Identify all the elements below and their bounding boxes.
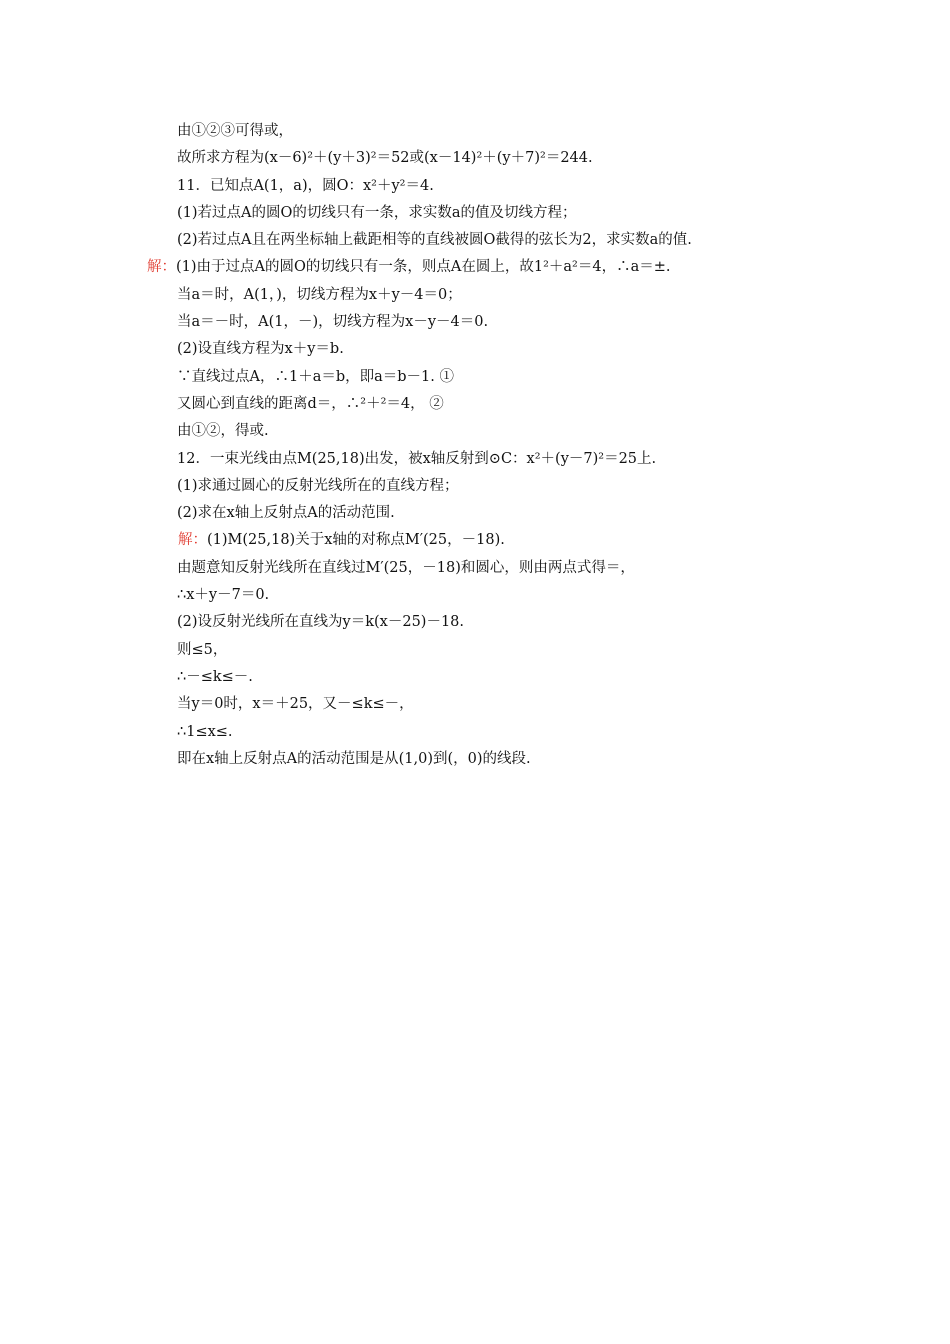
text-line: (2)设直线方程为x＋y＝b.	[177, 341, 344, 358]
text-line: (1)求通过圆心的反射光线所在的直线方程；	[177, 477, 459, 494]
text-line: 由①②③可得或，	[177, 123, 293, 139]
text-line: (2)求在x轴上反射点A的活动范围.	[177, 505, 395, 522]
text-line: 即在x轴上反射点A的活动范围是从(1,0)到(，0)的线段.	[177, 750, 531, 767]
text-line: 当y＝0时，x＝＋25，又－≤k≤－，	[177, 696, 414, 713]
problem-12-statement: 12．一束光线由点M(25,18)出发，被x轴反射到⊙C：x²＋(y－7)²＝25上.	[177, 450, 657, 467]
document-body	[0, 118, 950, 773]
text-line: 当a＝－时，A(1，－)，切线方程为x－y－4＝0.	[177, 314, 489, 331]
text-line: 由题意知反射光线所在直线过M′(25，－18)和圆心，则由两点式得＝，	[177, 559, 635, 576]
solution-marker: 解：	[147, 259, 176, 276]
text-line: 故所求方程为(x－6)²＋(y＋3)²＝52或(x－14)²＋(y＋7)²＝244.	[177, 150, 593, 167]
solution-11-start: 解：(1)由于过点A的圆O的切线只有一条，则点A在圆上，故1²＋a²＝4，∴a＝±.	[147, 259, 671, 276]
text-line: ∴－≤k≤－.	[177, 668, 253, 685]
text-line: ∴x＋y－7＝0.	[177, 587, 270, 604]
text-line: (1)若过点A的圆O的切线只有一条，求实数a的值及切线方程；	[177, 204, 577, 221]
text-line: 由①②，得或.	[177, 423, 269, 440]
text-line: 又圆心到直线的距离d＝，∴²＋²＝4， ②	[177, 395, 444, 412]
text-line: 当a＝时，A(1，)，切线方程为x＋y－4＝0；	[177, 286, 462, 303]
text-line: (2)若过点A且在两坐标轴上截距相等的直线被圆O截得的弦长为2，求实数a的值.	[177, 232, 692, 249]
text-line: (2)设反射光线所在直线为y＝k(x－25)－18.	[177, 614, 465, 631]
problem-11-statement: 11．已知点A(1，a)，圆O：x²＋y²＝4.	[177, 177, 434, 194]
text-line: ∴1≤x≤.	[177, 723, 233, 740]
solution-12-start: 解：(1)M(25,18)关于x轴的对称点M′(25，－18).	[178, 532, 505, 549]
text-line: 则≤5，	[177, 641, 228, 658]
solution-marker: 解：	[178, 532, 207, 549]
text-line: ∵直线过点A，∴1＋a＝b，即a＝b－1. ①	[177, 368, 454, 385]
